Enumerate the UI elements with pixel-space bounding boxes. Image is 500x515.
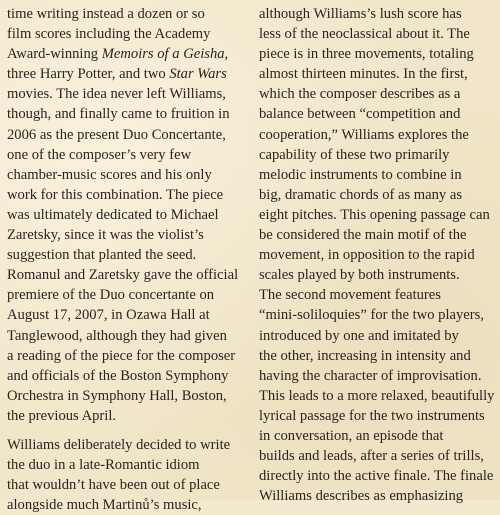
text-line — [7, 24, 253, 44]
text-segment: builds and leads, after a series of trills, — [259, 448, 484, 465]
text-line — [7, 185, 253, 205]
text-segment: The second movement features — [259, 287, 441, 304]
text-line — [7, 44, 253, 64]
text-line — [259, 346, 499, 366]
text-segment: scales played by both instruments. — [259, 267, 460, 284]
text-line — [259, 326, 499, 346]
text-segment: that wouldn’t have been out of place — [7, 477, 220, 494]
text-line — [7, 165, 253, 185]
text-line — [7, 205, 253, 225]
text-line — [7, 475, 253, 495]
text-segment: film scores including the Academy — [7, 26, 211, 43]
text-line — [259, 84, 499, 104]
text-segment: 2006 as the present Duo Concertante, — [7, 126, 226, 143]
text-segment: Zaretsky, since it was the violist’s — [7, 227, 204, 244]
text-segment: which the composer describes as a — [259, 86, 461, 103]
text-line — [259, 4, 499, 24]
text-line — [7, 104, 253, 124]
text-segment: the other, increasing in intensity and — [259, 347, 471, 364]
text-segment: alongside much Martinů’s music, — [7, 497, 202, 514]
text-segment: Orchestra in Symphony Hall, Boston, — [7, 387, 227, 404]
text-segment: the previous April. — [7, 407, 117, 424]
text-line — [259, 486, 499, 506]
text-segment: “mini-soliloquies” for the two players, — [259, 307, 484, 324]
text-segment: Tanglewood, although they had given — [7, 327, 227, 344]
text-segment: premiere of the Duo concertante on — [7, 287, 215, 304]
text-segment: movement, in opposition to the rapid — [259, 247, 475, 264]
text-segment: one of the composer’s very few — [7, 146, 192, 163]
text-segment: movies. The idea never left Williams, — [7, 86, 226, 103]
text-line — [7, 265, 253, 285]
text-segment: in conversation, an episode that — [259, 427, 444, 444]
text-line — [7, 84, 253, 104]
text-line — [7, 435, 253, 455]
text-line — [259, 64, 499, 84]
text-line — [259, 24, 499, 44]
text-line — [7, 346, 253, 366]
text-segment: Williams describes as emphasizing — [259, 488, 464, 505]
text-segment: Romanul and Zaretsky gave the official — [7, 267, 239, 284]
text-line — [7, 64, 253, 84]
text-line — [7, 305, 253, 325]
text-segment: work for this combination. The piece — [7, 186, 224, 203]
text-line — [259, 185, 499, 205]
text-line — [259, 305, 499, 325]
text-segment: having the character of improvisation. — [259, 367, 482, 384]
text-line — [259, 44, 499, 64]
left-column — [7, 4, 253, 515]
text-segment: capability of these two primarily — [259, 146, 450, 163]
text-line — [7, 4, 253, 24]
text-segment: big, dramatic chords of as many as — [259, 186, 463, 203]
text-segment: balance between “competition and — [259, 106, 461, 123]
paragraph-gap — [7, 426, 253, 435]
text-line — [7, 326, 253, 346]
text-segment: This leads to a more relaxed, beautifully — [259, 387, 495, 404]
text-line — [259, 165, 499, 185]
text-line — [259, 406, 499, 426]
text-segment: three Harry Potter, and two — [7, 66, 170, 83]
text-segment: cooperation,” Williams explores the — [259, 126, 469, 143]
text-line — [259, 125, 499, 145]
text-segment: less of the neoclassical about it. The — [259, 26, 470, 43]
text-line — [7, 285, 253, 305]
italic-title: Star Wars — [169, 66, 227, 83]
text-segment: Award-winning — [7, 46, 102, 63]
text-segment: directly into the active finale. The finale — [259, 468, 494, 485]
text-line — [259, 145, 499, 165]
text-line — [7, 225, 253, 245]
text-line — [7, 366, 253, 386]
text-segment: suggestion that planted the seed. — [7, 247, 197, 264]
text-line — [7, 245, 253, 265]
text-line — [7, 125, 253, 145]
right-paragraph-1 — [259, 4, 499, 506]
text-line — [7, 145, 253, 165]
text-segment: and officials of the Boston Symphony — [7, 367, 229, 384]
right-column — [259, 4, 499, 506]
text-segment: melodic instruments to combine in — [259, 166, 462, 183]
text-line — [7, 406, 253, 426]
text-line — [259, 366, 499, 386]
text-line — [259, 466, 499, 486]
text-segment: introduced by one and imitated by — [259, 327, 459, 344]
left-paragraph-2 — [7, 435, 253, 515]
text-segment: although Williams’s lush score has — [259, 6, 462, 22]
text-segment: a reading of the piece for the composer — [7, 347, 236, 364]
text-segment: was ultimately dedicated to Michael — [7, 206, 219, 223]
text-line — [7, 386, 253, 406]
left-paragraph-1 — [7, 4, 253, 426]
text-line — [259, 426, 499, 446]
text-line — [259, 386, 499, 406]
text-line — [7, 495, 253, 515]
text-segment: though, and finally came to fruition in — [7, 106, 230, 123]
text-segment: piece is in three movements, totaling — [259, 46, 474, 63]
text-line — [259, 446, 499, 466]
text-line — [7, 455, 253, 475]
text-line — [259, 245, 499, 265]
text-segment: eight pitches. This opening passage can — [259, 206, 490, 223]
text-segment: August 17, 2007, in Ozawa Hall at — [7, 307, 210, 324]
text-segment: almost thirteen minutes. In the first, — [259, 66, 468, 83]
text-segment: the duo in a late-Romantic idiom — [7, 457, 200, 474]
text-line — [259, 285, 499, 305]
text-segment: be considered the main motif of the — [259, 227, 467, 244]
text-segment: lyrical passage for the two instruments — [259, 407, 485, 424]
italic-title: Memoirs of a Geisha — [101, 46, 225, 63]
text-line — [259, 104, 499, 124]
text-line — [259, 225, 499, 245]
text-line — [259, 265, 499, 285]
text-segment: Williams deliberately decided to write — [7, 436, 231, 453]
text-line — [259, 205, 499, 225]
text-segment: time writing instead a dozen or so — [7, 6, 205, 22]
text-segment: , — [224, 46, 229, 63]
text-segment: chamber-music scores and his only — [7, 166, 212, 183]
